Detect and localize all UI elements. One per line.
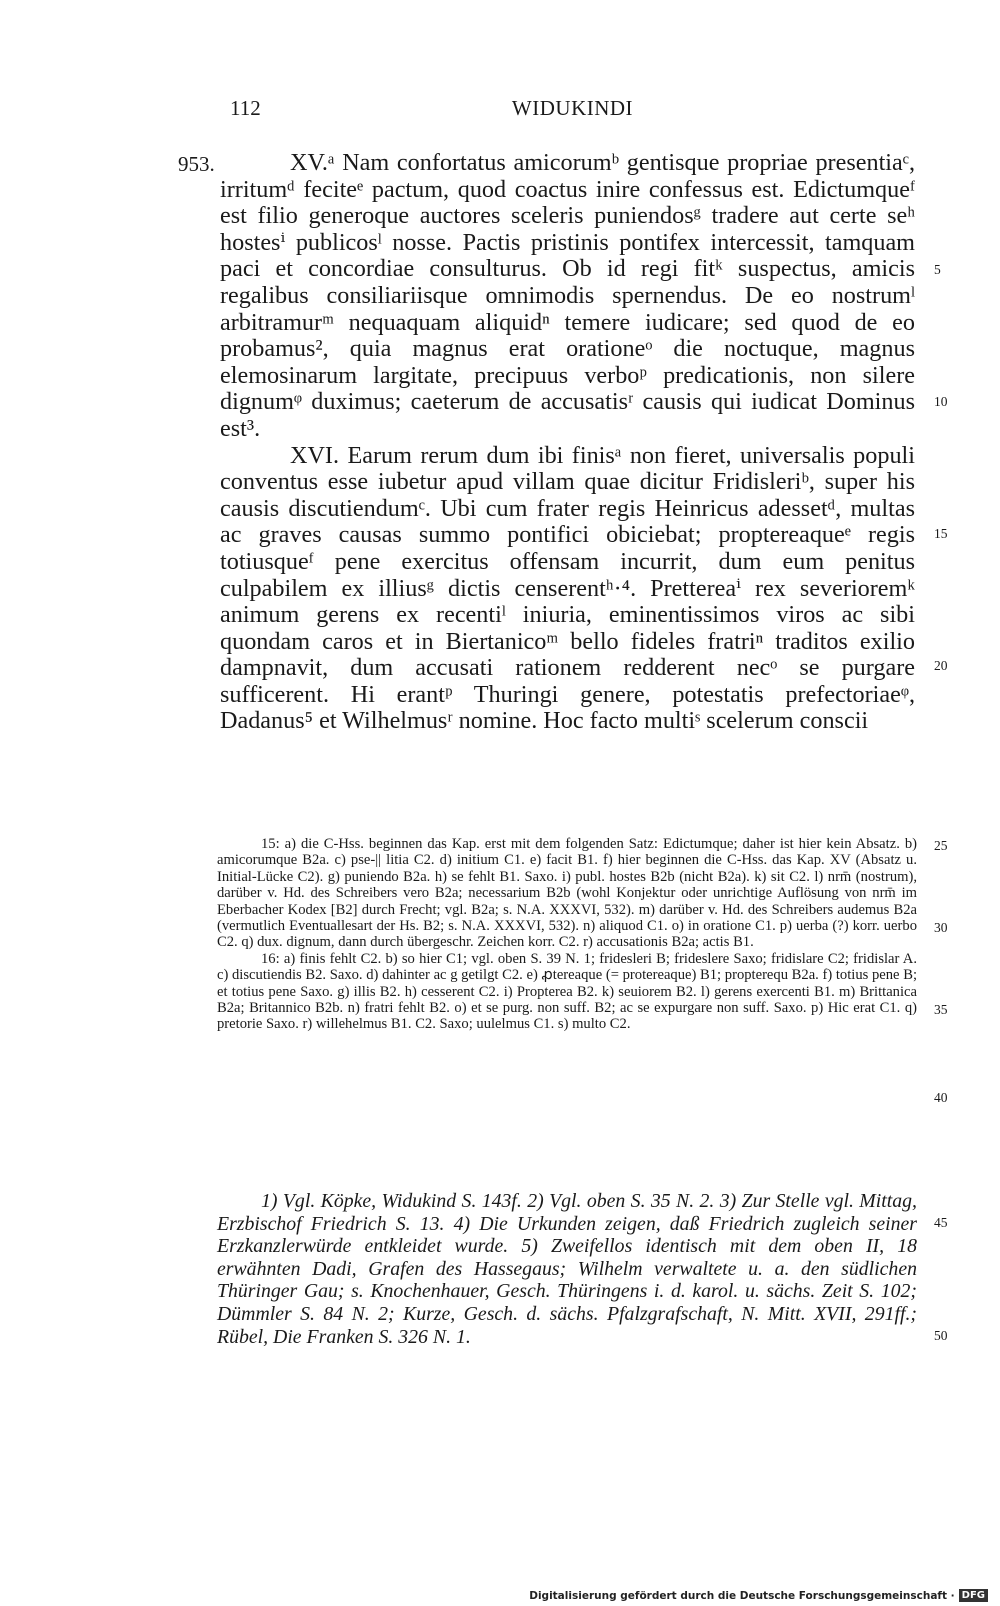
- line-number-15: 15: [934, 526, 948, 541]
- explanatory-notes: [217, 1190, 917, 1348]
- line-number-20: 20: [934, 658, 948, 673]
- running-title: WIDUKINDI: [511, 96, 634, 120]
- critical-apparatus: [217, 836, 917, 1033]
- footer-text: Digitalisierung gefördert durch die Deutsche Forschungsgemeinschaft ·: [529, 1589, 955, 1602]
- line-number-25: 25: [934, 838, 948, 853]
- page-number: 112: [230, 96, 261, 120]
- apparatus-16: 16: a) finis fehlt C2. b) so hier C1; vgl. oben S. 39 N. 1; fridesleri B; frideslere Saxo; fridislare C2; fridislar A. c) discutiendis B2. Saxo. d) dahinter ac g getilgt C2. e) ꝓtereaque (= protereaque) B1; propterequ B2a. f) totius pene B; et totius pene Saxo. g) illis B2. h) cesserent C2. i) Propterea B2. k) seuiorem B2. l) gerens exercenti B1. m) Brittanica B2a; Britannico B2b. n) fratri fehlt B2. o) et se purg. non suff. B2; ac se expurgare non suff. Saxo. p) Hic erat C1. q) pretorie Saxo. r) willehelmus B1. C2. Saxo; uulelmus C1. s) multo C2.: [217, 950, 917, 1033]
- line-number-35: 35: [934, 1002, 948, 1017]
- line-number-5: 5: [934, 262, 941, 277]
- apparatus-15: 15: a) die C-Hss. beginnen das Kap. erst mit dem folgenden Satz: Edictumque; daher ist hier kein Absatz. b) amicorumque B2a. c) pse-|| litia C2. d) initium C1. e) facit B1. f) hier beginnen die C-Hss. das Kap. XV (Absatz u. Initial-Lücke C2). g) puniendo B2a. h) se fehlt B1. Saxo. i) publ. hostes B2b (nicht B2a). k) sit C2. l) nrm̄ (nostrum), darüber v. Hd. des Schreibers vero B2a; necessarium B2b (wohl Konjektur oder unrichtige Auflösung von nrm̄ im Eberbacher Kodex [B2] durch Frecht; vgl. B2a; s. N.A. XXXVI, 532). m) darüber v. Hd. des Schreibers audemus B2a (vermutlich Eventuallesart der Hs. B2; s. N.A. XXXVI, 532). n) aliquod C1. o) in oratione C1. p) uerba (?) korr. uerbo C2. q) dux. dignum, dann durch übergeschr. Zeichen korr. C2. r) accusationis B2a; actis B1.: [217, 836, 917, 951]
- margin-year: 953.: [178, 152, 215, 176]
- chapter-xv: XV.ᵃ Nam confortatus amicorumᵇ gentisque propriae presentiaᶜ, irritumᵈ feciteᵉ pactum, quod coactus inire confessus est. Edictumqueᶠ est filio generoque auctores sceleris puniendosᵍ tradere aut certe seʰ hostesⁱ publicosˡ nosse. Pactis pristinis pontifex intercessit, tamquam paci et concordiae consulturus. Ob id regi fitᵏ suspectus, amicis regalibus consiliariisque omnimodis spernendus. De eo nostrumˡ arbitramurᵐ nequaquam aliquidⁿ temere iudicare; sed quod de eo probamus², quia magnus erat orationeᵒ die noctuque, magnus elemosinarum largitate, precipuus verboᵖ predicationis, non silere dignumᵠ duximus; caeterum de accusatisʳ causis qui iudicat Dominus est³.: [220, 149, 915, 442]
- dfg-logo: DFG: [959, 1589, 988, 1602]
- line-number-10: 10: [934, 394, 948, 409]
- line-number-30: 30: [934, 920, 948, 935]
- line-number-40: 40: [934, 1090, 948, 1105]
- chapter-xvi: XVI. Earum rerum dum ibi finisᵃ non fieret, universalis populi conventus esse iubetur apud villam quae dicitur Fridisleriᵇ, super his causis discutiendumᶜ. Ubi cum frater regis Heinricus adessetᵈ, multas ac graves causas summo pontifici obiciebat; proptereaqueᵉ regis totiusqueᶠ pene exercitus offensam incurrit, dum eum penitus culpabilem ex illiusᵍ dictis censerentʰ·⁴. Prettereaⁱ rex severioremᵏ animum gerens ex recentiˡ iniuria, eminentissimos viros ac sibi quondam caros et in Biertanicoᵐ bello fideles fratriⁿ traditos exilio dampnavit, dum accusati rationem redderent necᵒ se purgare sufficerent. Hi erantᵖ Thuringi genere, potestatis prefectoriaeᵠ, Dadanus⁵ et Wilhelmusʳ nomine. Hoc facto multiˢ scelerum conscii: [220, 441, 915, 735]
- notes-text: 1) Vgl. Köpke, Widukind S. 143f. 2) Vgl. oben S. 35 N. 2. 3) Zur Stelle vgl. Mittag, Erzbischof Friedrich S. 13. 4) Die Urkunden zeigen, daß Friedrich zugleich seiner Erzkanzlerwürde entkleidet wurde. 5) Zweifellos identisch mit dem oben II, 18 erwähnten Dadi, Grafen des Hassegaus; Wilhelm verwaltete u. a. den südlichen Thüringer Gau; s. Knochenhauer, Gesch. Thüringens i. d. karol. u. sächs. Zeit S. 102; Dümmler S. 84 N. 2; Kurze, Gesch. d. sächs. Pfalzgrafschaft, N. Mitt. XVII, 291ff.; Rübel, Die Franken S. 326 N. 1.: [217, 1190, 917, 1348]
- main-text: [220, 150, 915, 735]
- digitization-footer: [529, 1589, 988, 1602]
- line-number-45: 45: [934, 1215, 948, 1230]
- line-number-50: 50: [934, 1328, 948, 1343]
